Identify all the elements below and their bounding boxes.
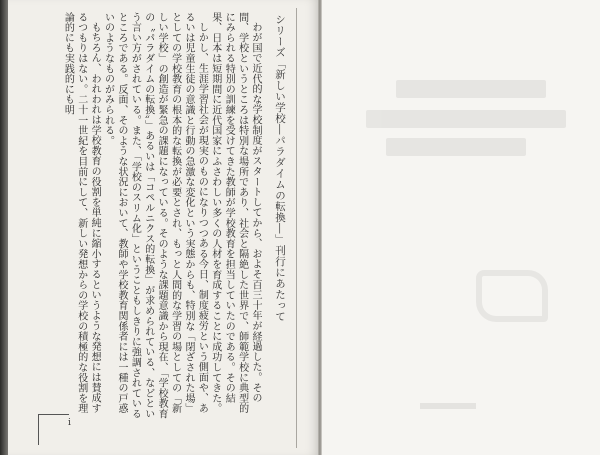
series-rule [296, 8, 297, 448]
body-paragraph: しかし、生涯学習社会が現実のものになりつつある今日、制度疲労という側面や、あるいは児童生徒の意識と行動の急激な変化という実態からも、特別な「閉ざされた場」としての学校教育の根本的な転換が必要とされ、もっと人間的な学習の場としての「新しい学校」の創造が緊急の課題になっている。そのような課題意識から現在、「学校教育の〝パラダイムの転換〟」あるいは「コペルニクス的転換」が求められている、などという言い方がされている。また、「学校のスリム化」ということもしきりに強調されているところである。反面、そのような状況において、教師や学校教育関係者には一種の戸惑いのようなものがみられる。 [102, 12, 208, 419]
body-paragraph: もちろん、われわれは学校教育の役割を単純に縮小するというような発想には賛成するつもりはない。二十一世紀を目前にして、新しい発想からの学校の積極的な役割を理論的にも実践的にも明 [62, 12, 101, 414]
body-paragraph: わが国で近代的な学校制度がスタートしてから、およそ百三十年が経過した。その間、学校というところは特別な場所であり、社会と隔絶した世界で、師範学校に典型的にみられる特別の訓練を受けてきた教師が学校教育を担当していたのである。その結果、日本は短期間に近代国家にふさわしい多くの人材を育成することに成功してきた。 [209, 12, 261, 414]
series-title: シリーズ「新しい学校―パラダイムの転換―」刊行にあたって [274, 14, 286, 322]
left-page [8, 0, 320, 455]
show-through-graphic [356, 80, 586, 370]
corner-mark [38, 414, 69, 445]
body-text [62, 12, 262, 422]
page-number: i [68, 418, 71, 428]
show-through-footer [420, 403, 476, 409]
